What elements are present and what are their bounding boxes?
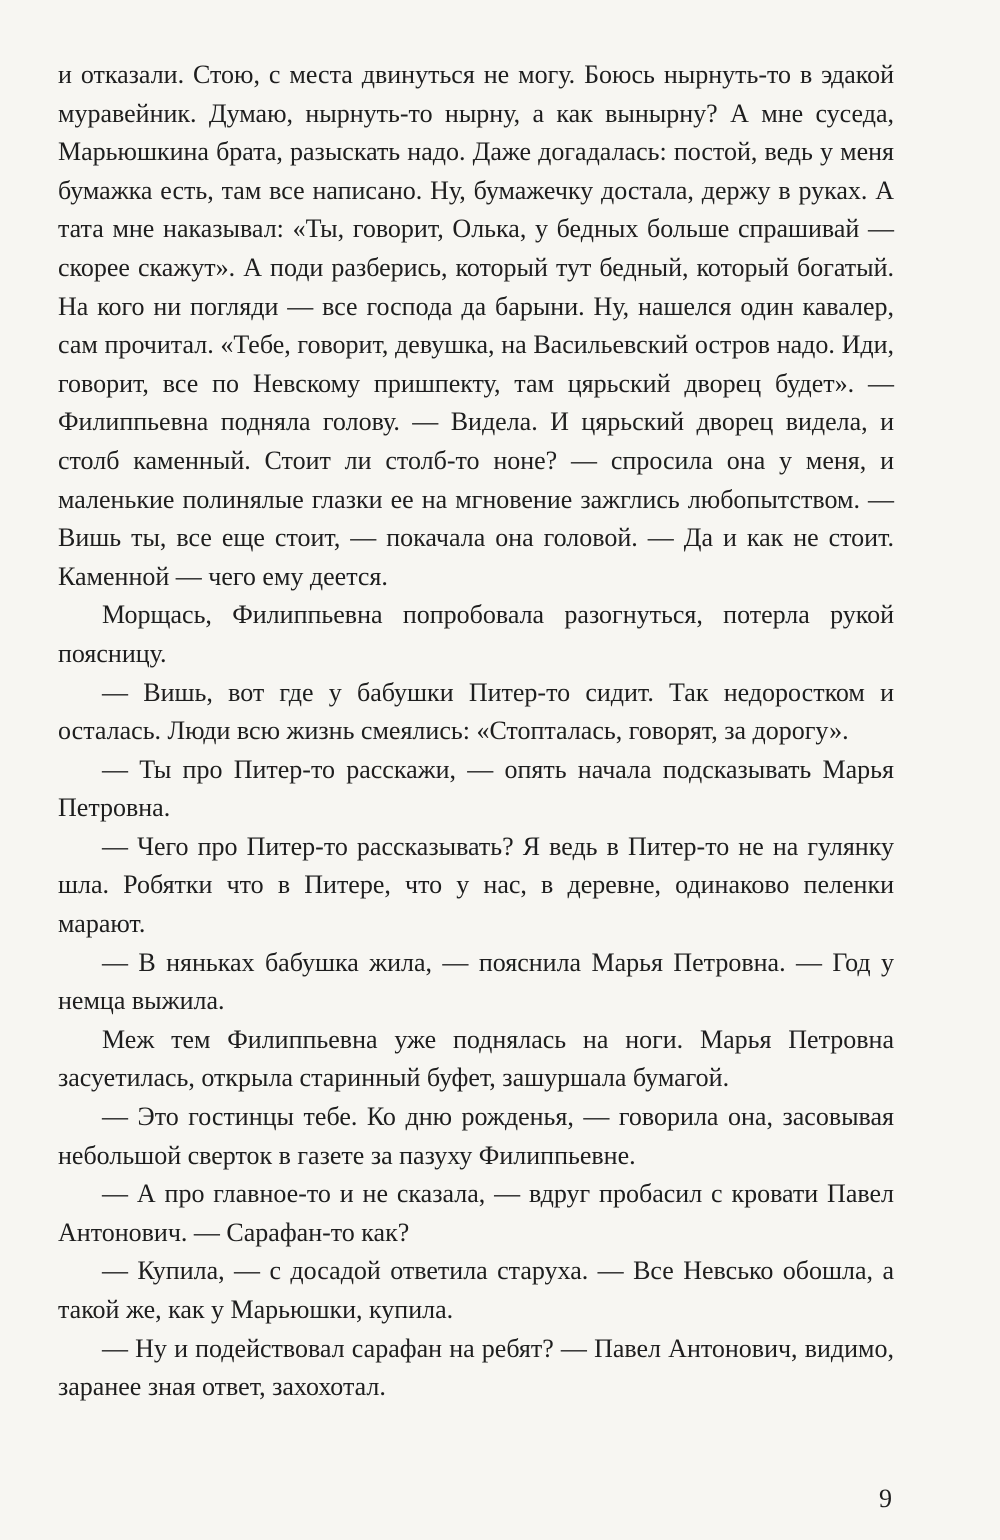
paragraph-9: — А про главное-то и не сказала, — вдруг пробасил с кровати Павел Антонович. — Сарафан-то как? [58,1179,894,1247]
paragraph-2: Морщась, Филиппьевна попробовала разогнуться, потерла рукой поясницу. [58,600,894,668]
paragraph-11: — Ну и подействовал сарафан на ребят? — Павел Антонович, видимо, заранее зная ответ, захохотал. [58,1333,894,1402]
paragraph-8: — Это гостинцы тебе. Ко дню рожденья, — говорила она, засовывая небольшой сверток в газете за пазуху Филиппьевне. [58,1102,894,1170]
paragraph-5: — Чего про Питер-то рассказывать? Я ведь в Питер-то не на гулянку шла. Робятки что в Питере, что у нас, в деревне, одинаково пеленки марают. [58,831,894,939]
paragraph-7: Меж тем Филиппьевна уже поднялась на ноги. Марья Петровна засуетилась, открыла старинный буфет, зашуршала бумагой. [58,1024,894,1093]
paragraph-10: — Купила, — с досадой ответила старуха. — Все Невсько обошла, а такой же, как у Марьюшки, купила. [58,1256,894,1324]
page-number: 9 [879,1484,892,1513]
paragraph-4: — Ты про Питер-то расскажи, — опять начала подсказывать Марья Петровна. [58,754,894,823]
paragraph-6: — В няньках бабушка жила, — пояснила Марья Петровна. — Год у немца выжила. [58,947,894,1016]
body-text [58,56,894,1407]
paragraph-3: — Вишь, вот где у бабушки Питер-то сидит. Так недоростком и осталась. Люди всю жизнь смеялись: «Стопталась, говорят, за дорогу». [58,677,894,746]
paragraph-1: и отказали. Стою, с места двинуться не могу. Боюсь нырнуть-то в эдакой муравейник. Думаю, нырнуть-то нырну, а как вынырну? А мне суседа, Марьюшкина брата, разыскать надо. Даже догадалась: постой, ведь у меня бумажка есть, там все написано. Ну, бумажечку достала, держу в руках. А тата мне наказывал: «Ты, говорит, Олька, у бедных больше спрашивай — скорее скажут». А поди разберись, который тут бедный, который богатый. На кого ни погляди — все господа да барыни. Ну, нашелся один кавалер, сам прочитал. «Тебе, говорит, девушка, на Васильевский остров надо. Иди, говорит, все по Невскому пришпекту, там цярьский дворец будет». — Филиппьевна подняла голову. — Видела. И цярьский дворец видела, и столб каменный. Стоит ли столб-то ноне? — спросила она у меня, и маленькие полинялые глазки ее на мгновение зажглись любопытством. — Вишь ты, все еще стоит, — покачала она головой. — Да и как не стоит. Каменной — чего ему деется. [58,60,894,591]
